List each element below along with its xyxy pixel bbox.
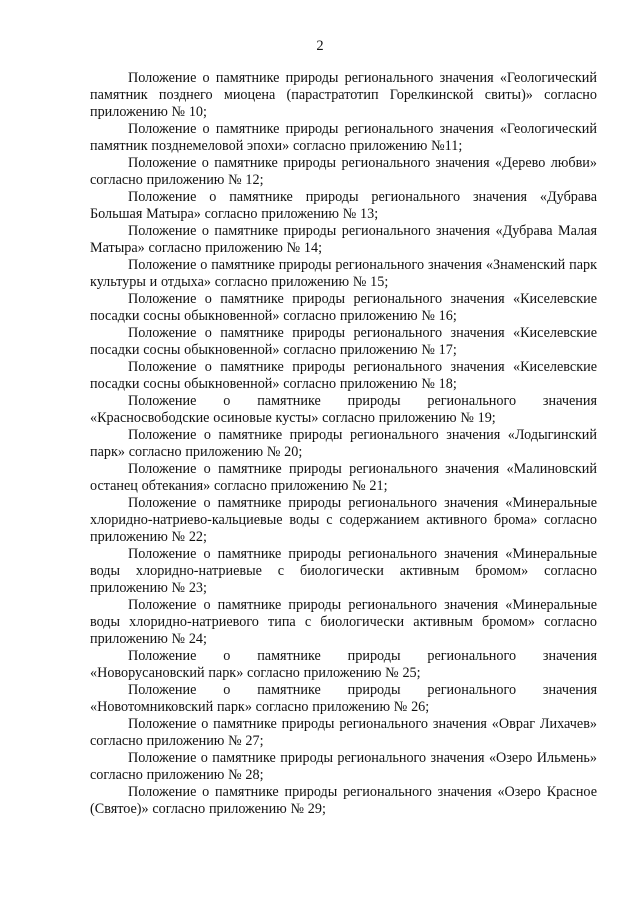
paragraph: Положение о памятнике природы регионального значения «Минеральные воды хлоридно-натриевого типа с биологически активным бромом» согласно приложению № 24; — [90, 597, 597, 647]
paragraph: Положение о памятнике природы регионального значения «Дубрава Большая Матыра» согласно приложению № 13; — [90, 189, 597, 222]
paragraph: Положение о памятнике природы регионального значения «Минеральные воды хлоридно-натриевые с биологически активным бромом» согласно приложению № 23; — [90, 546, 597, 596]
paragraph: Положение о памятнике природы регионального значения «Киселевские посадки сосны обыкновенной» согласно приложению № 18; — [90, 359, 597, 392]
paragraph: Положение о памятнике природы регионального значения «Геологический памятник позднемеловой эпохи» согласно приложению №11; — [90, 121, 597, 154]
paragraph: Положение о памятнике природы регионального значения «Озеро Красное (Святое)» согласно приложению № 29; — [90, 784, 597, 817]
document-body — [90, 70, 597, 818]
paragraph: Положение о памятнике природы регионального значения «Новорусановский парк» согласно приложению № 25; — [90, 648, 597, 681]
paragraph: Положение о памятнике природы регионального значения «Малиновский останец обтекания» согласно приложению № 21; — [90, 461, 597, 494]
paragraph: Положение о памятнике природы регионального значения «Лодыгинский парк» согласно приложению № 20; — [90, 427, 597, 460]
page-number: 2 — [316, 38, 324, 54]
paragraph: Положение о памятнике природы регионального значения «Овраг Лихачев» согласно приложению № 27; — [90, 716, 597, 749]
paragraph: Положение о памятнике природы регионального значения «Дубрава Малая Матыра» согласно приложению № 14; — [90, 223, 597, 256]
paragraph: Положение о памятнике природы регионального значения «Новотомниковский парк» согласно приложению № 26; — [90, 682, 597, 715]
paragraph: Положение о памятнике природы регионального значения «Знаменский парк культуры и отдыха» согласно приложению № 15; — [90, 257, 597, 290]
paragraph: Положение о памятнике природы регионального значения «Киселевские посадки сосны обыкновенной» согласно приложению № 16; — [90, 291, 597, 324]
paragraph: Положение о памятнике природы регионального значения «Минеральные хлоридно-натриево-кальциевые воды с содержанием активного брома» согласно приложению № 22; — [90, 495, 597, 545]
paragraph: Положение о памятнике природы регионального значения «Дерево любви» согласно приложению № 12; — [90, 155, 597, 188]
paragraph: Положение о памятнике природы регионального значения «Красносвободские осиновые кусты» согласно приложению № 19; — [90, 393, 597, 426]
paragraph: Положение о памятнике природы регионального значения «Озеро Ильмень» согласно приложению № 28; — [90, 750, 597, 783]
paragraph: Положение о памятнике природы регионального значения «Геологический памятник позднего миоцена (парастратотип Горелкинской свиты)» согласно приложению № 10; — [90, 70, 597, 120]
paragraph: Положение о памятнике природы регионального значения «Киселевские посадки сосны обыкновенной» согласно приложению № 17; — [90, 325, 597, 358]
